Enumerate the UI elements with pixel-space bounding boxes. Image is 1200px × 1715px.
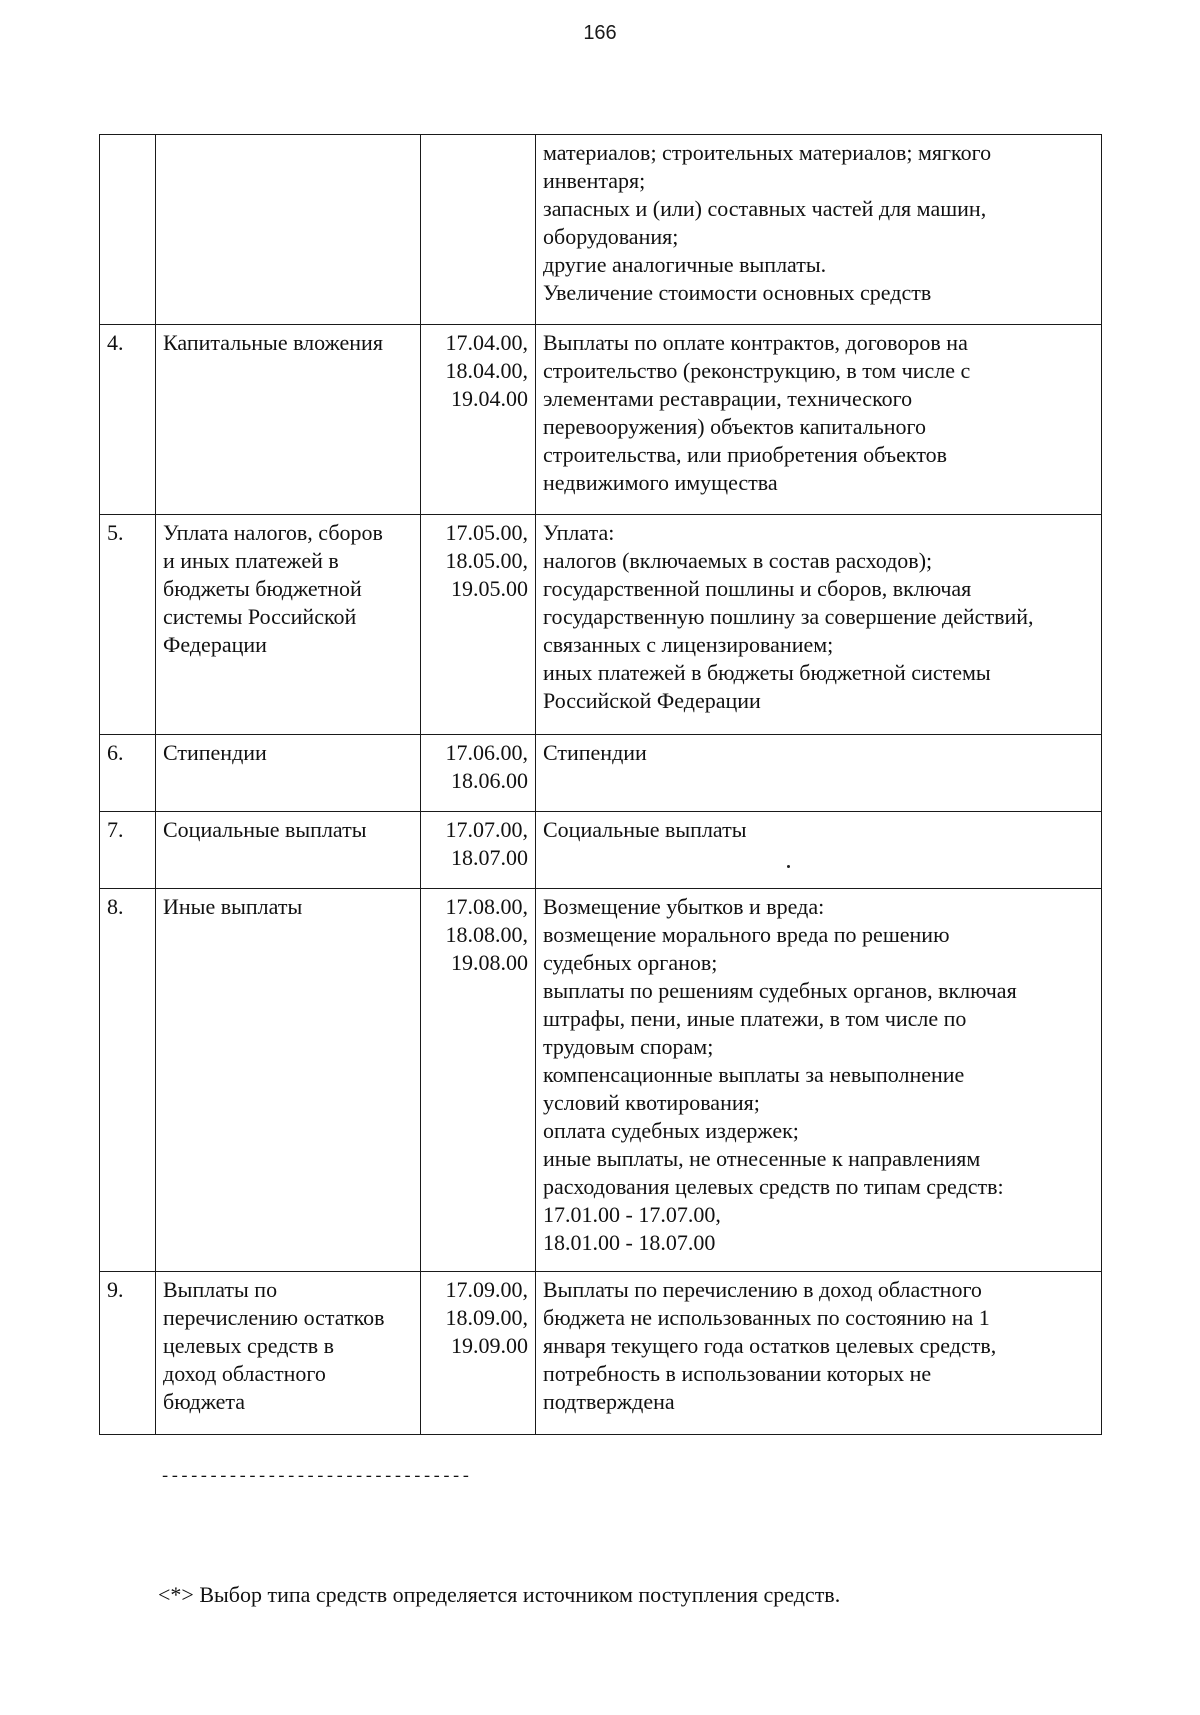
- row-description-line: запасных и (или) составных частей для машин,: [543, 196, 987, 221]
- table-row: [100, 1272, 1102, 1435]
- row-description-line: расходования целевых средств по типам средств:: [543, 1174, 1004, 1199]
- row-description-line: Уплата:: [543, 520, 615, 545]
- row-codes: [421, 1272, 536, 1435]
- row-codes-line: 18.05.00,: [445, 548, 528, 573]
- row-name: [156, 889, 421, 1272]
- row-description-line: условий квотирования;: [543, 1090, 760, 1115]
- row-codes-line: 17.05.00,: [445, 520, 528, 545]
- table-row: [100, 325, 1102, 515]
- row-description-line: Стипендии: [543, 740, 647, 765]
- table-row: [100, 515, 1102, 735]
- row-description-line: государственной пошлины и сборов, включая: [543, 576, 972, 601]
- row-codes: [421, 325, 536, 515]
- row-description-line: Возмещение убытков и вреда:: [543, 894, 825, 919]
- row-description-line: Социальные выплаты: [543, 817, 747, 842]
- row-codes-line: 17.04.00,: [445, 330, 528, 355]
- row-description-line: иные выплаты, не отнесенные к направлениям: [543, 1146, 981, 1171]
- row-codes-line: 18.09.00,: [445, 1305, 528, 1330]
- row-number: 8.: [100, 889, 156, 1272]
- row-description-line: строительство (реконструкцию, в том числе с: [543, 358, 971, 383]
- row-description-line: строительства, или приобретения объектов: [543, 442, 948, 467]
- row-description: [536, 325, 1102, 515]
- row-description-line: потребность в использовании которых не: [543, 1361, 932, 1386]
- row-codes-line: 17.09.00,: [445, 1277, 528, 1302]
- row-codes-line: 18.07.00: [451, 845, 528, 870]
- row-description-line: перевооружения) объектов капитального: [543, 414, 927, 439]
- footnote: <*> Выбор типа средств определяется источником поступления средств.: [158, 1582, 841, 1607]
- row-name-line: доход областного: [163, 1361, 326, 1386]
- row-codes: [421, 812, 536, 889]
- row-codes-line: 18.06.00: [451, 768, 528, 793]
- row-description: [536, 135, 1102, 325]
- row-description-line: 18.01.00 - 18.07.00: [543, 1230, 716, 1255]
- row-description-line: трудовым спорам;: [543, 1034, 714, 1059]
- row-description: [536, 812, 1102, 889]
- row-description-line: иных платежей в бюджеты бюджетной системы: [543, 660, 991, 685]
- row-name: [156, 515, 421, 735]
- row-codes-line: 18.04.00,: [445, 358, 528, 383]
- row-codes-line: 17.06.00,: [445, 740, 528, 765]
- row-description-line: другие аналогичные выплаты.: [543, 252, 827, 277]
- scan-speck: [787, 865, 790, 868]
- row-number: 6.: [100, 735, 156, 812]
- row-description-line: Выплаты по перечислению в доход областного: [543, 1277, 982, 1302]
- table-row: [100, 735, 1102, 812]
- row-description-line: элементами реставрации, технического: [543, 386, 913, 411]
- row-name-line: Стипендии: [163, 740, 267, 765]
- row-codes-line: 19.08.00: [451, 950, 528, 975]
- row-codes-line: 19.05.00: [451, 576, 528, 601]
- row-name: [156, 135, 421, 325]
- row-description-line: инвентаря;: [543, 168, 646, 193]
- row-codes: [421, 889, 536, 1272]
- row-number: [100, 135, 156, 325]
- row-codes-line: 19.09.00: [451, 1333, 528, 1358]
- row-name: [156, 325, 421, 515]
- row-number: 5.: [100, 515, 156, 735]
- row-name-line: Социальные выплаты: [163, 817, 367, 842]
- row-description-line: выплаты по решениям судебных органов, включая: [543, 978, 1017, 1003]
- row-codes: [421, 515, 536, 735]
- row-description-line: бюджета не использованных по состоянию на 1: [543, 1305, 990, 1330]
- row-name-line: Иные выплаты: [163, 894, 303, 919]
- footnote-separator: --------------------------------: [160, 1468, 471, 1487]
- page-number: 166: [583, 22, 617, 44]
- row-description: [536, 515, 1102, 735]
- row-description-line: недвижимого имущества: [543, 470, 778, 495]
- row-codes-line: 19.04.00: [451, 386, 528, 411]
- row-description-line: государственную пошлину за совершение действий,: [543, 604, 1034, 629]
- row-codes-line: 17.07.00,: [445, 817, 528, 842]
- row-name-line: Уплата налогов, сборов: [163, 520, 383, 545]
- row-description: [536, 735, 1102, 812]
- row-description-line: связанных с лицензированием;: [543, 632, 834, 657]
- row-description-line: штрафы, пени, иные платежи, в том числе по: [543, 1006, 967, 1031]
- row-codes: [421, 135, 536, 325]
- row-name-line: перечислению остатков: [163, 1305, 385, 1330]
- table-body: [100, 135, 1102, 1435]
- row-description: [536, 1272, 1102, 1435]
- row-name-line: и иных платежей в: [163, 548, 339, 573]
- row-codes-line: 18.08.00,: [445, 922, 528, 947]
- row-description-line: компенсационные выплаты за невыполнение: [543, 1062, 965, 1087]
- row-description-line: Увеличение стоимости основных средств: [543, 280, 932, 305]
- row-name: [156, 812, 421, 889]
- row-number: 4.: [100, 325, 156, 515]
- table-row: [100, 812, 1102, 889]
- row-name-line: системы Российской: [163, 604, 357, 629]
- row-description-line: 17.01.00 - 17.07.00,: [543, 1202, 721, 1227]
- row-name: [156, 1272, 421, 1435]
- row-description-line: подтверждена: [543, 1389, 675, 1414]
- row-description-line: возмещение морального вреда по решению: [543, 922, 950, 947]
- expenditure-table: [99, 134, 1102, 1435]
- table-row: [100, 135, 1102, 325]
- row-description-line: Выплаты по оплате контрактов, договоров на: [543, 330, 968, 355]
- row-description-line: налогов (включаемых в состав расходов);: [543, 548, 933, 573]
- row-description-line: оплата судебных издержек;: [543, 1118, 799, 1143]
- row-description-line: материалов; строительных материалов; мягкого: [543, 140, 992, 165]
- row-name-line: целевых средств в: [163, 1333, 335, 1358]
- row-description-line: оборудования;: [543, 224, 679, 249]
- row-name-line: бюджета: [163, 1389, 246, 1414]
- row-description-line: января текущего года остатков целевых средств,: [543, 1333, 997, 1358]
- row-name-line: Капитальные вложения: [163, 330, 383, 355]
- row-number: 7.: [100, 812, 156, 889]
- row-description: [536, 889, 1102, 1272]
- row-name-line: Федерации: [163, 632, 267, 657]
- row-number: 9.: [100, 1272, 156, 1435]
- row-name-line: Выплаты по: [163, 1277, 278, 1302]
- row-codes: [421, 735, 536, 812]
- row-name-line: бюджеты бюджетной: [163, 576, 362, 601]
- row-name: [156, 735, 421, 812]
- row-description-line: Российской Федерации: [543, 688, 761, 713]
- table-row: [100, 889, 1102, 1272]
- row-codes-line: 17.08.00,: [445, 894, 528, 919]
- row-description-line: судебных органов;: [543, 950, 718, 975]
